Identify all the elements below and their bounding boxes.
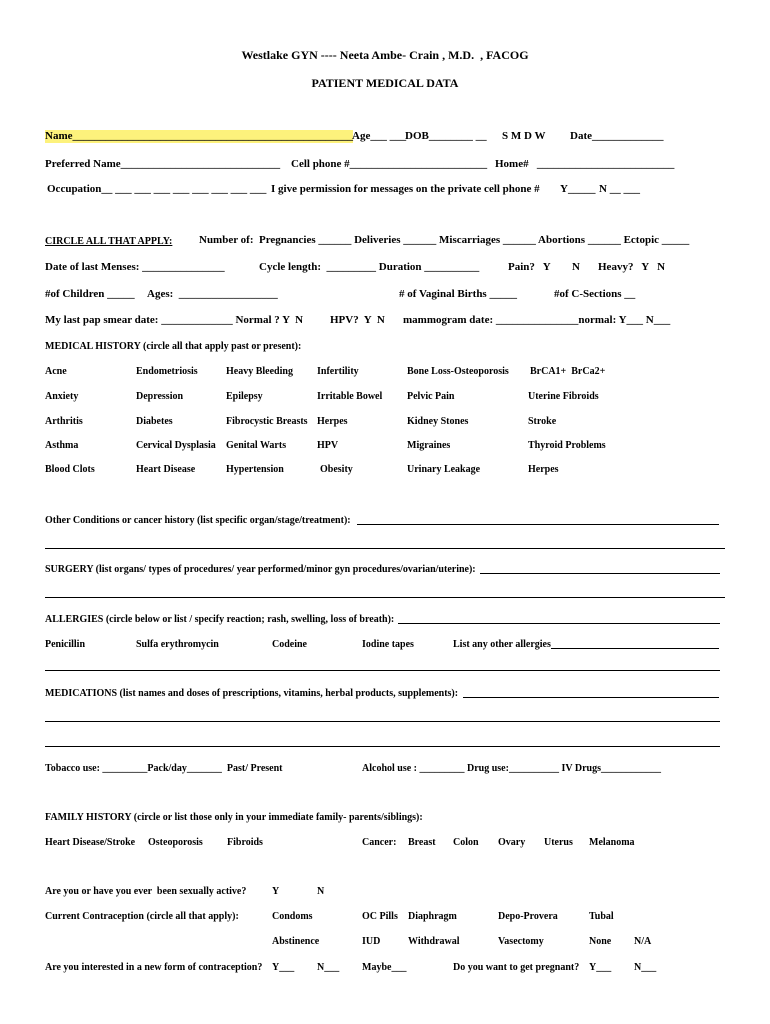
allergies-label: ALLERGIES (circle below or list / specify reaction; rash, swelling, loss of breath): xyxy=(45,614,395,625)
last-menses-field[interactable]: Date of last Menses: _______________ xyxy=(45,261,225,273)
medications-line-3[interactable] xyxy=(45,746,720,747)
condition-item[interactable]: Thyroid Problems xyxy=(528,440,606,451)
pregnancy-no[interactable]: N___ xyxy=(634,962,657,973)
family-cancer-uterus[interactable]: Uterus xyxy=(544,837,573,848)
other-allergies-label: List any other allergies xyxy=(453,639,551,650)
pregnancy-counts[interactable]: Number of: Pregnancies ______ Deliveries ______ Miscarriages ______ Abortions ______ Ectopic _____ xyxy=(199,234,690,246)
mammogram-field[interactable]: mammogram date: _______________normal: Y___ N___ xyxy=(403,314,671,326)
condition-item[interactable]: Heart Disease xyxy=(136,464,196,475)
condition-item[interactable]: Asthma xyxy=(45,440,79,451)
condition-item[interactable]: Depression xyxy=(136,391,184,402)
contraception-label: Current Contraception (circle all that apply): xyxy=(45,911,239,922)
condition-item[interactable]: Fibrocystic Breasts xyxy=(226,416,308,427)
family-cancer-breast[interactable]: Breast xyxy=(408,837,436,848)
pregnancy-question: Do you want to get pregnant? xyxy=(453,962,580,973)
name-field[interactable]: Name___________________________________________________ xyxy=(45,130,353,142)
condition-item[interactable]: Acne xyxy=(45,366,67,377)
family-cancer-melanoma[interactable]: Melanoma xyxy=(589,837,635,848)
family-fibroids[interactable]: Fibroids xyxy=(227,837,263,848)
heavy-question[interactable]: Heavy? Y N xyxy=(598,261,666,273)
hpv-question[interactable]: HPV? Y N xyxy=(330,314,385,326)
pregnancy-yes[interactable]: Y___ xyxy=(589,962,612,973)
contraception-abstinence[interactable]: Abstinence xyxy=(272,936,320,947)
condition-item[interactable]: Heavy Bleeding xyxy=(226,366,293,377)
condition-item[interactable]: Cervical Dysplasia xyxy=(136,440,216,451)
alcohol-drug-field[interactable]: Alcohol use : _________ Drug use:__________ IV Drugs____________ xyxy=(362,763,661,774)
family-cancer-label: Cancer: xyxy=(362,837,397,848)
pap-smear-field[interactable]: My last pap smear date: _____________ Normal ? Y N xyxy=(45,314,304,326)
other-allergies-line[interactable] xyxy=(551,648,719,649)
family-heart-disease[interactable]: Heart Disease/Stroke xyxy=(45,837,136,848)
allergy-sulfa[interactable]: Sulfa erythromycin xyxy=(136,639,219,650)
cycle-length-field[interactable]: Cycle length: _________ Duration __________ xyxy=(259,261,480,273)
condition-item[interactable]: HPV xyxy=(317,440,339,451)
contraception-condoms[interactable]: Condoms xyxy=(272,911,313,922)
condition-item[interactable]: Hypertension xyxy=(226,464,284,475)
family-osteoporosis[interactable]: Osteoporosis xyxy=(148,837,203,848)
family-history-heading: FAMILY HISTORY (circle or list those only in your immediate family- parents/siblings): xyxy=(45,812,423,823)
condition-item[interactable]: Epilepsy xyxy=(226,391,263,402)
condition-item[interactable]: BrCA1+ BrCa2+ xyxy=(530,366,606,377)
surgery-label: SURGERY (list organs/ types of procedures/ year performed/minor gyn procedures/ovarian/uterine): xyxy=(45,564,476,575)
condition-item[interactable]: Obesity xyxy=(320,464,353,475)
contraception-diaphragm[interactable]: Diaphragm xyxy=(408,911,457,922)
sexually-active-no[interactable]: N xyxy=(317,886,325,897)
contraception-withdrawal[interactable]: Withdrawal xyxy=(408,936,460,947)
condition-item[interactable]: Pelvic Pain xyxy=(407,391,455,402)
pain-question[interactable]: Pain? Y xyxy=(508,261,551,273)
medications-label: MEDICATIONS (list names and doses of prescriptions, vitamins, herbal products, supplements): xyxy=(45,688,459,699)
condition-item[interactable]: Arthritis xyxy=(45,416,83,427)
sexually-active-yes[interactable]: Y xyxy=(272,886,280,897)
marital-status-options[interactable]: S M D W xyxy=(502,130,546,142)
children-ages-field[interactable]: Ages: __________________ xyxy=(147,288,278,300)
condition-item[interactable]: Blood Clots xyxy=(45,464,95,475)
date-field[interactable]: Date_____________ xyxy=(570,130,664,142)
contraception-tubal[interactable]: Tubal xyxy=(589,911,614,922)
allergies-line-2[interactable] xyxy=(45,670,720,671)
new-contraception-yes[interactable]: Y___ xyxy=(272,962,295,973)
condition-item[interactable]: Endometriosis xyxy=(136,366,198,377)
message-permission-label: I give permission for messages on the private cell phone # xyxy=(271,183,540,195)
allergy-iodine[interactable]: Iodine tapes xyxy=(362,639,414,650)
home-phone-field[interactable]: Home# _________________________ xyxy=(495,158,675,170)
new-contraception-no[interactable]: N___ xyxy=(317,962,340,973)
circle-all-label: CIRCLE ALL THAT APPLY: xyxy=(45,236,173,247)
vaginal-births-field[interactable]: # of Vaginal Births _____ xyxy=(399,288,517,300)
condition-item[interactable]: Genital Warts xyxy=(226,440,287,451)
preferred-name-field[interactable]: Preferred Name_____________________________ xyxy=(45,158,281,170)
condition-item[interactable]: Migraines xyxy=(407,440,451,451)
children-count-field[interactable]: #of Children _____ xyxy=(45,288,135,300)
permission-no[interactable]: N __ ___ xyxy=(599,183,640,195)
pain-no[interactable]: N xyxy=(572,261,580,273)
medications-line-2[interactable] xyxy=(45,721,720,722)
new-contraception-question: Are you interested in a new form of contraception? xyxy=(45,962,263,973)
condition-item[interactable]: Infertility xyxy=(317,366,359,377)
contraception-iud[interactable]: IUD xyxy=(362,936,381,947)
document-subtitle: PATIENT MEDICAL DATA xyxy=(311,76,459,90)
c-sections-field[interactable]: #of C-Sections __ xyxy=(554,288,636,300)
medications-line[interactable] xyxy=(463,697,719,698)
document-title: Westlake GYN ---- Neeta Ambe- Crain , M.D. , FACOG xyxy=(241,48,529,62)
condition-item[interactable]: Irritable Bowel xyxy=(317,391,383,402)
condition-item[interactable]: Uterine Fibroids xyxy=(528,391,599,402)
age-field[interactable]: Age___ ___ xyxy=(352,130,407,142)
allergy-codeine[interactable]: Codeine xyxy=(272,639,307,650)
condition-item[interactable]: Urinary Leakage xyxy=(407,464,481,475)
sexually-active-question: Are you or have you ever been sexually active? xyxy=(45,886,247,897)
new-contraception-maybe[interactable]: Maybe___ xyxy=(362,962,407,973)
dob-field[interactable]: DOB________ __ xyxy=(405,130,487,142)
condition-item[interactable]: Stroke xyxy=(528,416,557,427)
condition-item[interactable]: Herpes xyxy=(528,464,559,475)
family-cancer-ovary[interactable]: Ovary xyxy=(498,837,526,848)
condition-item[interactable]: Herpes xyxy=(317,416,348,427)
allergy-penicillin[interactable]: Penicillin xyxy=(45,639,85,650)
contraception-oc-pills[interactable]: OC Pills xyxy=(362,911,398,922)
other-conditions-label: Other Conditions or cancer history (list specific organ/stage/treatment): xyxy=(45,515,354,526)
permission-yes[interactable]: Y_____ xyxy=(560,183,596,195)
other-conditions-line[interactable] xyxy=(357,524,719,525)
condition-item[interactable]: Diabetes xyxy=(136,416,173,427)
contraception-vasectomy[interactable]: Vasectomy xyxy=(498,936,544,947)
condition-item[interactable]: Anxiety xyxy=(45,391,79,402)
surgery-line-2[interactable] xyxy=(45,597,725,598)
condition-item[interactable]: Bone Loss-Osteoporosis xyxy=(407,366,509,377)
cell-phone-field[interactable]: Cell phone #_________________________ xyxy=(291,158,488,170)
contraception-none[interactable]: None xyxy=(589,936,612,947)
allergies-line[interactable] xyxy=(398,623,720,624)
condition-item[interactable]: Kidney Stones xyxy=(407,416,469,427)
tobacco-field[interactable]: Tobacco use: _________Pack/day_______ Past/ Present xyxy=(45,763,283,774)
occupation-field[interactable]: Occupation__ ___ ___ ___ ___ ___ ___ ___ ___ xyxy=(47,183,267,195)
surgery-line[interactable] xyxy=(480,573,720,574)
other-conditions-line-2[interactable] xyxy=(45,548,725,549)
contraception-na[interactable]: N/A xyxy=(634,936,652,947)
family-cancer-colon[interactable]: Colon xyxy=(453,837,479,848)
medical-history-heading: MEDICAL HISTORY (circle all that apply past or present): xyxy=(45,341,302,352)
contraception-depo-provera[interactable]: Depo-Provera xyxy=(498,911,558,922)
